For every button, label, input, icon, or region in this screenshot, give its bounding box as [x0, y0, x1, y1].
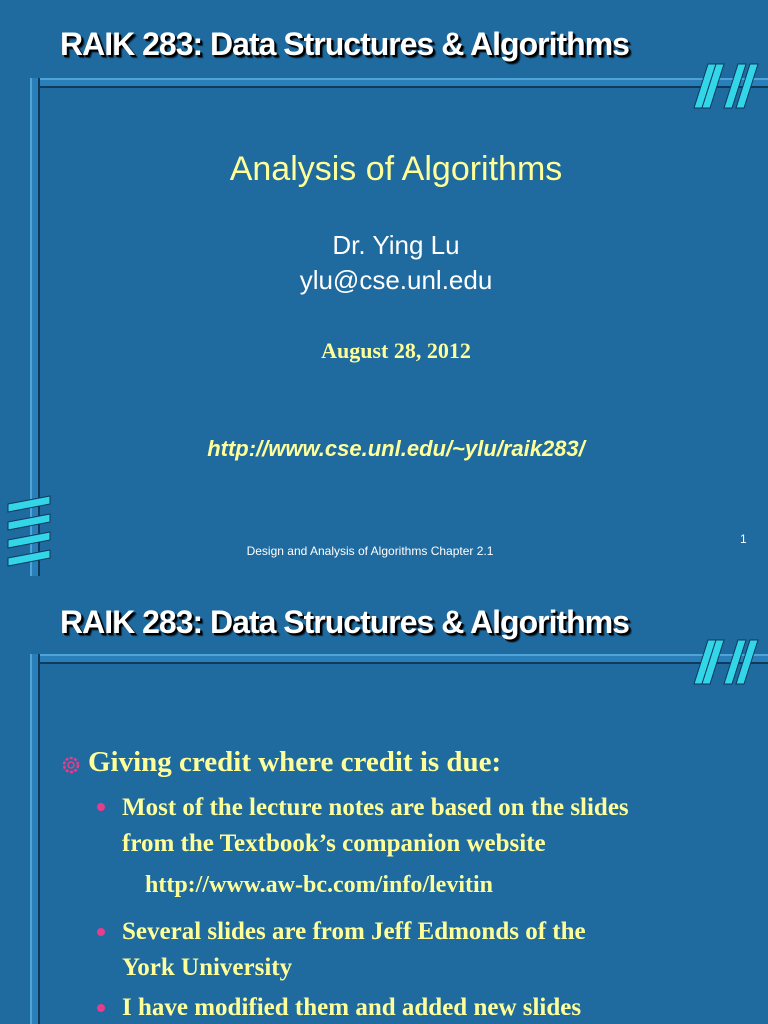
flower-bullet-icon: [62, 756, 80, 774]
sub-bullet-dot: [97, 1004, 105, 1012]
textbook-website-link[interactable]: http://www.aw-bc.com/info/levitin: [145, 872, 493, 898]
presentation-date: August 28, 2012: [321, 338, 471, 363]
course-url-link[interactable]: http://www.cse.unl.edu/~ylu/raik283/: [207, 436, 585, 461]
main-bullet-text: Giving credit where credit is due:: [88, 746, 502, 778]
title-divider-bar: [30, 78, 768, 88]
author-name: Dr. Ying Lu: [332, 230, 460, 260]
slide-page-number: 1: [740, 532, 747, 546]
sub-bullet-1-line-1: Most of the lecture notes are based on the slides: [122, 794, 629, 821]
author-email: ylu@cse.unl.edu: [299, 265, 493, 295]
sub-bullet-2-line-2: York University: [122, 954, 293, 981]
slide-title: RAIK 283: Data Structures & Algorithms: [60, 604, 629, 640]
sub-bullet-1-line-2: from the Textbook’s companion website: [122, 830, 546, 857]
sub-bullet-2-line-1: Several slides are from Jeff Edmonds of the: [122, 918, 586, 945]
sub-bullet-dot: [97, 803, 105, 811]
presentation-heading: Analysis of Algorithms: [229, 150, 563, 188]
left-border-bar: [30, 654, 40, 1024]
slide-footer: Design and Analysis of Algorithms Chapter 2.1: [246, 544, 494, 558]
slide-title: RAIK 283: Data Structures & Algorithms: [60, 26, 629, 62]
title-divider-bar: [30, 654, 768, 664]
diagonal-stripes-icon: [686, 58, 760, 112]
sub-bullet-dot: [97, 928, 105, 936]
diagonal-stripes-icon: [686, 634, 760, 688]
slide-2: [0, 576, 768, 1024]
sub-bullet-3-line-1: I have modified them and added new slides: [122, 994, 582, 1021]
